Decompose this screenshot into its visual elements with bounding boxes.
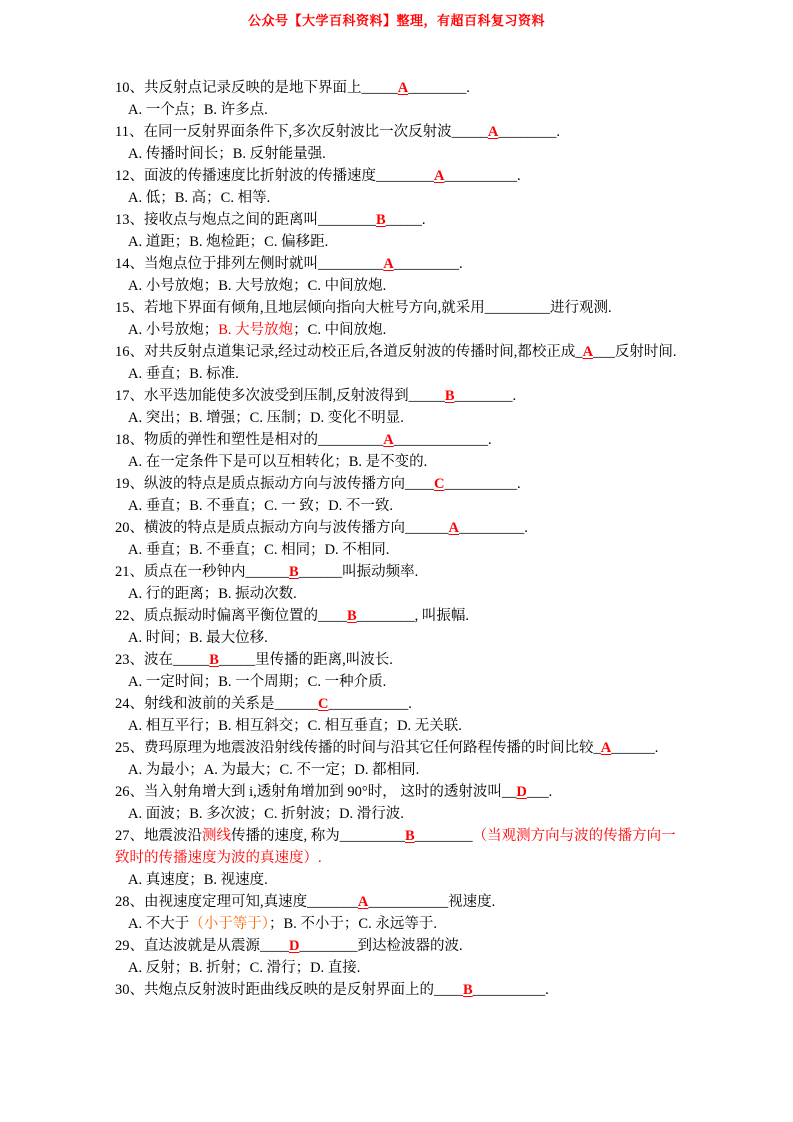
option-line bbox=[115, 803, 738, 825]
text-segment: 29、直达波就是从震源 bbox=[115, 938, 260, 954]
option-line bbox=[115, 319, 738, 341]
text-segment: A. 小号放炮；B. 大号放炮；C. 中间放炮. bbox=[128, 278, 387, 294]
text-segment: 23、波在 bbox=[115, 652, 173, 668]
text-segment: ______ bbox=[405, 520, 449, 536]
question-line bbox=[115, 341, 738, 363]
text-segment: _________ bbox=[458, 520, 525, 536]
answer-letter: A bbox=[357, 894, 369, 910]
text-segment: 28、由视速度定理可知,真速度 bbox=[115, 894, 308, 910]
text-segment: __________ bbox=[472, 982, 546, 998]
text-segment: ；B. 不小于；C. 永远等于. bbox=[268, 916, 437, 932]
text-segment: ________ bbox=[376, 168, 434, 184]
text-segment: _________ bbox=[339, 828, 405, 844]
text-segment: 到达检波器的波. bbox=[357, 938, 463, 954]
text-segment: A. 传播时间长；B. 反射能量强. bbox=[128, 146, 326, 162]
text-segment: A. 垂直；B. 不垂直；C. 相同；D. 不相同. bbox=[128, 542, 390, 558]
text-segment: _____ bbox=[408, 388, 445, 404]
text-segment: . bbox=[545, 982, 549, 998]
answer-letter: A bbox=[487, 124, 499, 140]
text-segment: . bbox=[466, 80, 470, 96]
text-segment: ___ bbox=[526, 784, 549, 800]
text-segment: 17、水平迭加能使多次波受到压制,反射波得到 bbox=[115, 388, 409, 404]
answer-letter: A bbox=[600, 740, 612, 756]
option-line bbox=[115, 451, 738, 473]
text-segment: ________ bbox=[414, 828, 473, 844]
text-segment: 14、当炮点位于排列左侧时就叫 bbox=[115, 256, 318, 272]
option-line bbox=[115, 627, 738, 649]
question-list bbox=[115, 77, 738, 1001]
text-segment: _ bbox=[575, 344, 583, 360]
text-segment: _____ bbox=[361, 80, 398, 96]
answer-letter: B bbox=[444, 388, 455, 404]
answer-letter: B bbox=[289, 564, 299, 580]
text-segment: （小于等于） bbox=[189, 916, 269, 932]
text-segment: A. 相互平行；B. 相互斜交；C. 相互垂直；D. 无关联. bbox=[128, 718, 462, 734]
text-segment: . bbox=[524, 520, 528, 536]
question-line bbox=[115, 165, 738, 187]
text-segment: ___ bbox=[593, 344, 615, 360]
text-segment: 里传播的距离,叫波长. bbox=[255, 652, 393, 668]
text-segment: _____ bbox=[173, 652, 210, 668]
text-segment: __________ bbox=[444, 168, 517, 184]
question-line bbox=[115, 517, 738, 539]
text-segment: 传播的速度, 称为 bbox=[231, 828, 340, 844]
answer-letter: A bbox=[448, 520, 459, 536]
text-segment: , 叫振幅. bbox=[414, 608, 470, 624]
text-segment: 30、共炮点反射波时距曲线反映的是反射界面上的 bbox=[115, 982, 434, 998]
question-line bbox=[115, 297, 738, 319]
text-segment: ____ bbox=[405, 476, 434, 492]
text-segment: _____ bbox=[218, 652, 256, 668]
text-segment: _____________ bbox=[393, 432, 488, 448]
text-segment: A. 真速度；B. 视速度. bbox=[128, 872, 268, 888]
text-segment: ________ bbox=[299, 938, 358, 954]
text-segment: ____ bbox=[260, 938, 289, 954]
option-line bbox=[115, 869, 738, 891]
text-segment: 26、当入射角增大到 i,透射角增加到 90°时， 这时的透射波叫 bbox=[115, 784, 502, 800]
option-line bbox=[115, 363, 738, 385]
answer-letter: D bbox=[516, 784, 527, 800]
text-segment: B. 大号放炮 bbox=[218, 322, 294, 338]
text-segment: . bbox=[516, 168, 521, 184]
option-line bbox=[115, 187, 738, 209]
text-segment: 15、若地下界面有倾角,且地层倾向指向大桩号方向,就采用 bbox=[115, 300, 485, 316]
text-segment: __________ bbox=[444, 476, 517, 492]
text-segment: 20、横波的特点是质点振动方向与波传播方向 bbox=[115, 520, 405, 536]
text-segment: . bbox=[421, 212, 426, 228]
text-segment: A. 小号放炮； bbox=[128, 322, 219, 338]
text-segment: 视速度. bbox=[448, 894, 496, 910]
question-line bbox=[115, 429, 738, 451]
text-segment: 25、费玛原理为地震波沿射线传播的时间与沿其它任何路程传播的时间比较 bbox=[115, 740, 594, 756]
text-segment: ______ bbox=[274, 696, 318, 712]
text-segment: _________ bbox=[318, 256, 384, 272]
text-segment: 反射时间. bbox=[614, 344, 677, 360]
question-line bbox=[115, 605, 738, 627]
text-segment: _______ bbox=[307, 894, 358, 910]
question-line bbox=[115, 253, 738, 275]
text-segment: 21、质点在一秒钟内 bbox=[115, 564, 246, 580]
option-line bbox=[115, 407, 738, 429]
text-segment: _ bbox=[593, 740, 601, 756]
question-line bbox=[115, 77, 738, 99]
text-segment: 10、共反射点记录反映的是地下界面上 bbox=[115, 80, 362, 96]
question-line bbox=[115, 209, 738, 231]
answer-letter: B bbox=[376, 212, 386, 228]
option-line bbox=[115, 99, 738, 121]
question-line bbox=[115, 781, 738, 803]
text-segment: ______ bbox=[298, 564, 343, 580]
question-line bbox=[115, 825, 738, 847]
question-line bbox=[115, 979, 738, 1001]
option-line bbox=[115, 957, 738, 979]
option-line bbox=[115, 583, 738, 605]
text-segment: _________ bbox=[318, 432, 384, 448]
text-segment: . bbox=[516, 476, 521, 492]
text-segment: A. 道距；B. 炮检距；C. 偏移距. bbox=[128, 234, 329, 250]
question-line bbox=[115, 649, 738, 671]
answer-letter: A bbox=[434, 168, 445, 184]
text-segment: . bbox=[487, 432, 492, 448]
text-segment: ______ bbox=[611, 740, 655, 756]
answer-letter: A bbox=[383, 432, 394, 448]
question-line bbox=[115, 693, 738, 715]
text-segment: ；C. 中间放炮. bbox=[293, 322, 387, 338]
question-line bbox=[115, 935, 738, 957]
text-segment: 测线 bbox=[202, 828, 231, 844]
text-segment: . bbox=[556, 124, 560, 140]
text-segment: . bbox=[408, 696, 412, 712]
answer-letter: B bbox=[347, 608, 357, 624]
text-segment: ________ bbox=[498, 124, 557, 140]
text-segment: . bbox=[548, 784, 553, 800]
text-segment: A. 时间；B. 最大位移. bbox=[128, 630, 268, 646]
option-line bbox=[115, 913, 738, 935]
text-segment: 进行观测. bbox=[550, 300, 612, 316]
text-segment: A. 不大于 bbox=[128, 916, 190, 932]
text-segment: 19、纵波的特点是质点振动方向与波传播方向 bbox=[115, 476, 405, 492]
text-segment: 16、对共反射点道集记录,经过动校正后,各道反射波的传播时间,都校正成 bbox=[115, 344, 576, 360]
text-segment: ________ bbox=[408, 80, 467, 96]
option-line bbox=[115, 231, 738, 253]
text-segment: A. 垂直；B. 不垂直；C. 一 致；D. 不一致. bbox=[128, 498, 394, 514]
page-header: 公众号【大学百科资料】整理，有超百科复习资料 bbox=[247, 13, 545, 28]
text-segment: . bbox=[654, 740, 659, 756]
text-segment: A. 在一定条件下是可以互相转化；B. 是不变的. bbox=[128, 454, 428, 470]
text-segment: ____ bbox=[434, 982, 463, 998]
text-segment: A. 行的距离；B. 振动次数. bbox=[128, 586, 297, 602]
option-line bbox=[115, 671, 738, 693]
question-line bbox=[115, 737, 738, 759]
text-segment: . bbox=[512, 388, 517, 404]
text-segment: ____ bbox=[318, 608, 347, 624]
text-segment: 12、面波的传播速度比折射波的传播速度 bbox=[115, 168, 376, 184]
question-line bbox=[115, 473, 738, 495]
answer-letter: B bbox=[463, 982, 473, 998]
text-segment: ______ bbox=[245, 564, 289, 580]
question-line bbox=[115, 385, 738, 407]
option-line bbox=[115, 759, 738, 781]
question-line bbox=[115, 891, 738, 913]
text-segment: 18、物质的弹性和塑性是相对的 bbox=[115, 432, 318, 448]
answer-letter: B bbox=[209, 652, 219, 668]
text-segment: A. 面波；B. 多次波；C. 折射波；D. 滑行波. bbox=[128, 806, 404, 822]
option-line bbox=[115, 143, 738, 165]
text-segment: A. 反射；B. 折射；C. 滑行；D. 直接. bbox=[128, 960, 361, 976]
option-line bbox=[115, 275, 738, 297]
answer-letter: B bbox=[405, 828, 415, 844]
text-segment: A. 突出；B. 增强；C. 压制；D. 变化不明显. bbox=[128, 410, 404, 426]
text-segment: ________ bbox=[454, 388, 513, 404]
answer-letter: D bbox=[289, 938, 300, 954]
text-segment: 叫振动频率. bbox=[342, 564, 419, 580]
text-segment: A. 一定时间；B. 一个周期；C. 一种介质. bbox=[128, 674, 387, 690]
answer-letter: C bbox=[318, 696, 329, 712]
text-segment: 11、在同一反射界面条件下,多次反射波比一次反射波 bbox=[115, 124, 452, 140]
text-segment: 22、质点振动时偏离平衡位置的 bbox=[115, 608, 318, 624]
text-segment: ___________ bbox=[328, 696, 409, 712]
text-segment: _____ bbox=[451, 124, 488, 140]
text-segment: 13、接收点与炮点之间的距离叫 bbox=[115, 212, 318, 228]
text-segment: _________ bbox=[393, 256, 459, 272]
text-segment: ________ bbox=[356, 608, 415, 624]
option-line bbox=[115, 539, 738, 561]
answer-letter: A bbox=[397, 80, 409, 96]
answer-letter: A bbox=[582, 344, 594, 360]
text-segment: 24、射线和波前的关系是 bbox=[115, 696, 275, 712]
text-segment: ________ bbox=[318, 212, 376, 228]
text-segment: ___________ bbox=[368, 894, 449, 910]
text-segment: 致时的传播速度为波的真速度）. bbox=[115, 850, 322, 866]
text-segment: A. 为最小；A. 为最大；C. 不一定；D. 都相同. bbox=[128, 762, 420, 778]
answer-letter: C bbox=[434, 476, 445, 492]
text-segment: A. 一个点；B. 许多点. bbox=[128, 102, 268, 118]
text-segment: A. 低；B. 高；C. 相等. bbox=[128, 190, 271, 206]
text-segment: . bbox=[458, 256, 463, 272]
text-segment: A. 垂直；B. 标准. bbox=[128, 366, 239, 382]
question-line bbox=[115, 561, 738, 583]
text-segment: __ bbox=[501, 784, 517, 800]
answer-letter: A bbox=[383, 256, 394, 272]
option-line bbox=[115, 715, 738, 737]
option-line bbox=[115, 495, 738, 517]
question-line bbox=[115, 121, 738, 143]
question-line bbox=[115, 847, 738, 869]
text-segment: _____ bbox=[385, 212, 422, 228]
text-segment: 27、地震波沿 bbox=[115, 828, 202, 844]
text-segment: （当观测方向与波的传播方向一 bbox=[472, 828, 676, 844]
text-segment: _________ bbox=[484, 300, 550, 316]
